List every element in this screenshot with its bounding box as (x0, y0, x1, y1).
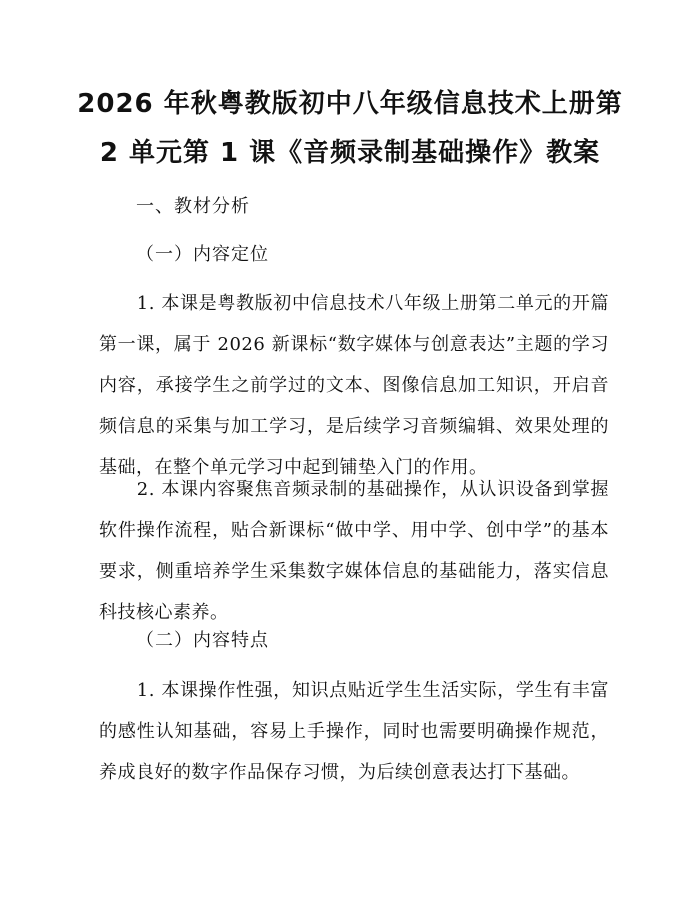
document-title-line-2: 2 单元第 1 课《音频录制基础操作》教案 (99, 138, 601, 168)
document-title-line-1: 2026 年秋粤教版初中八年级信息技术上册第 (77, 89, 623, 119)
subsection-heading-content-positioning: （一）内容定位 (136, 244, 269, 265)
subsection-heading-content-features: （二）内容特点 (136, 630, 269, 651)
section-heading-material-analysis: 一、教材分析 (136, 196, 250, 217)
paragraph-positioning-2: 2. 本课内容聚焦音频录制的基础操作，从认识设备到掌握软件操作流程，贴合新课标“做中学、用中学、创中学”的基本要求，侧重培养学生采集数字媒体信息的基础能力，落实信息科技核心素养。 (99, 479, 609, 623)
paragraph-positioning-1: 1. 本课是粤教版初中信息技术八年级上册第二单元的开篇第一课，属于 2026 新课标“数字媒体与创意表达”主题的学习内容，承接学生之前学过的文本、图像信息加工知识，开启音频信息的采集与加工学习，是后续学习音频编辑、效果处理的基础，在整个单元学习中起到铺垫入门的作用。 (99, 293, 609, 478)
paragraph-features-1: 1. 本课操作性强，知识点贴近学生生活实际，学生有丰富的感性认知基础，容易上手操作，同时也需要明确操作规范，养成良好的数字作品保存习惯，为后续创意表达打下基础。 (99, 680, 609, 783)
